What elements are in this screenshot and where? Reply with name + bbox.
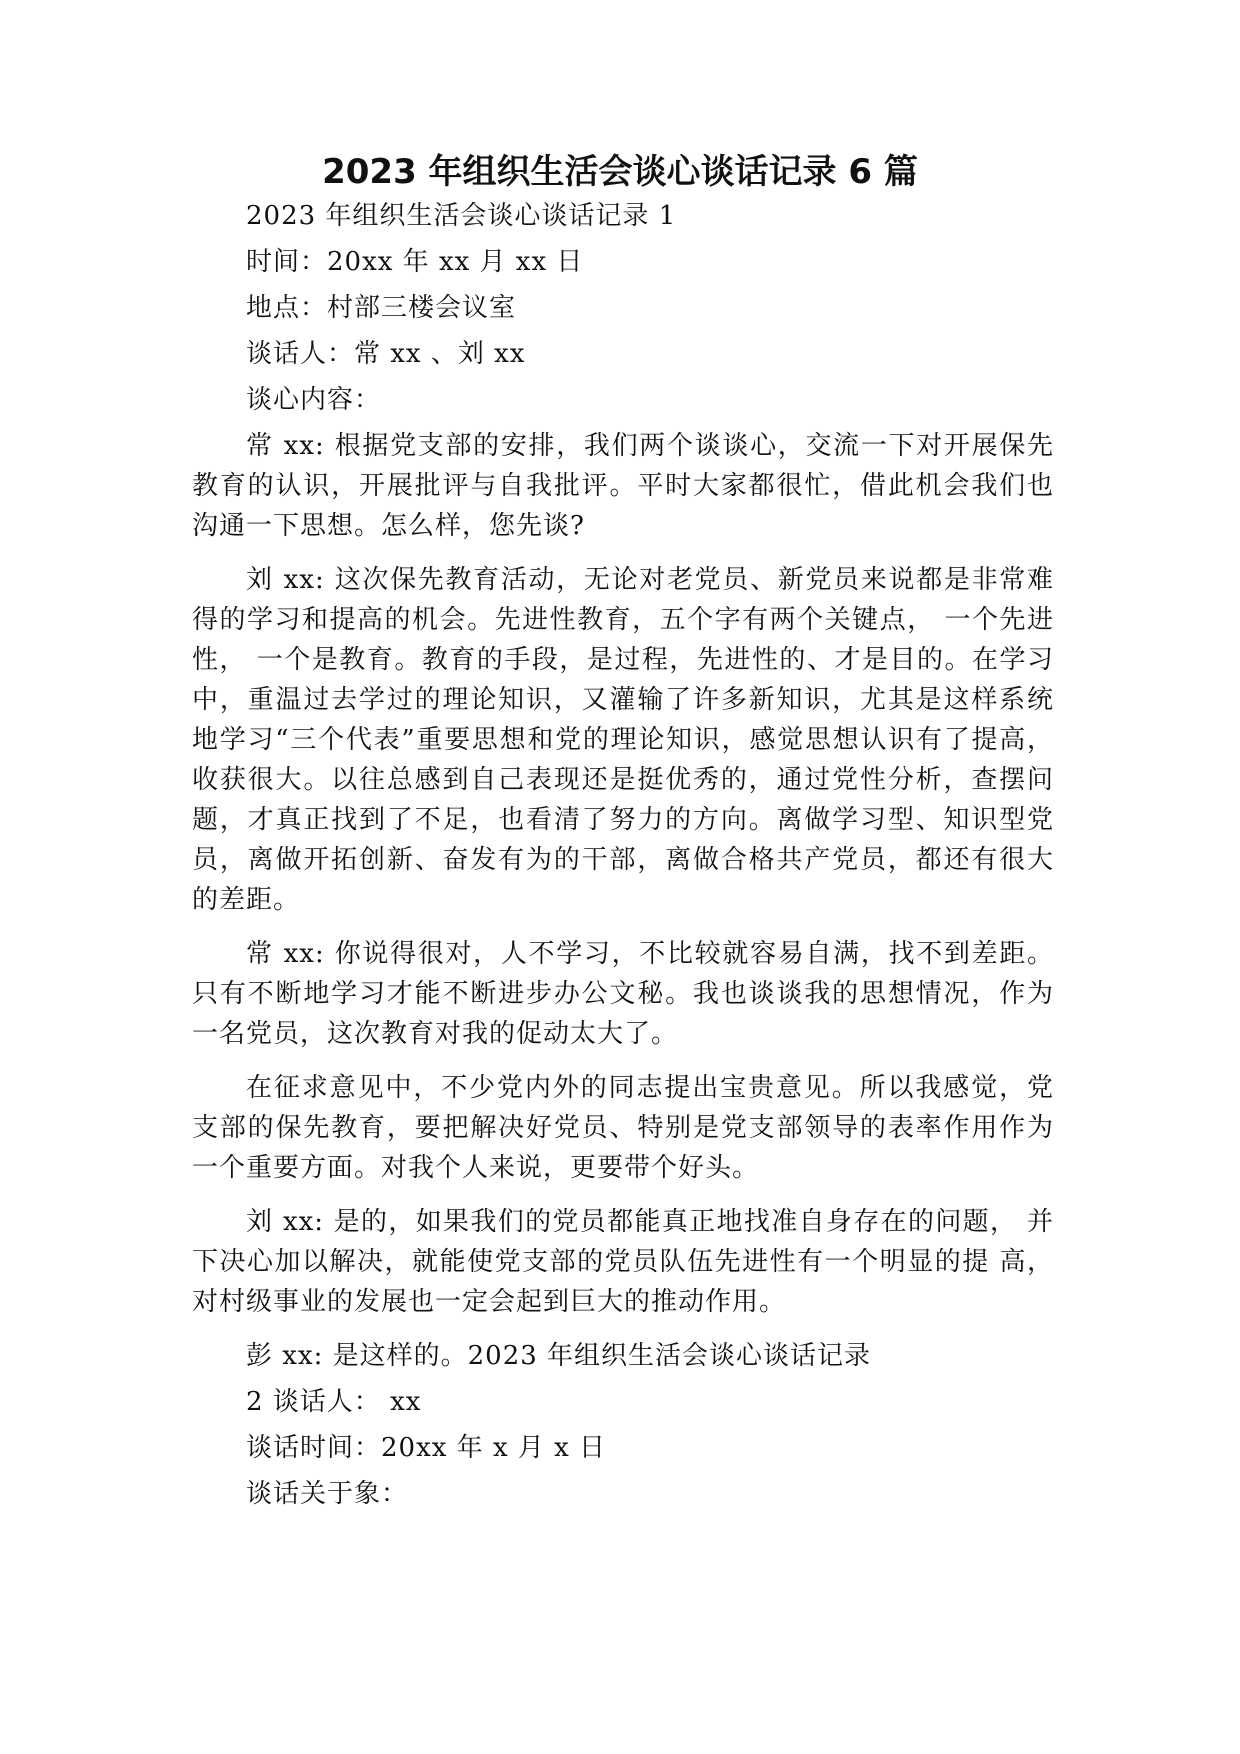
dialogue-paragraph: 常 xx: 你说得很对，人不学习，不比较就容易自满，找不到差距。只有不断地学习才能不断进步办公文秘。我也谈谈我的思想情况，作为一名党员，这次教育对我的促动太大了。	[192, 939, 1054, 1049]
meeting-time: 时间：20xx 年 xx 月 xx 日	[246, 247, 584, 277]
content-label: 谈心内容：	[246, 385, 382, 415]
dialogue-paragraph: 刘 xx: 是的，如果我们的党员都能真正地找准自身存在的问题， 并下决心加以解决，就能使党支部的党员队伍先进性有一个明显的提 高，对村级事业的发展也一定会起到巨大的推动作用。	[192, 1207, 1054, 1317]
dialogue-paragraph: 在征求意见中，不少党内外的同志提出宝贵意见。所以我感觉，党支部的保先教育，要把解决好党员、特别是党支部领导的表率作用作为一个重要方面。对我个人来说，更要带个好头。	[192, 1073, 1054, 1183]
dialogue-paragraph: 常 xx: 根据党支部的安排，我们两个谈谈心，交流一下对开展保先教育的认识，开展批评与自我批评。平时大家都很忙，借此机会我们也沟通一下思想。怎么样，您先谈?	[192, 431, 1054, 541]
meeting-location: 地点：村部三楼会议室	[246, 293, 517, 323]
next-section-time: 谈话时间：20xx 年 x 月 x 日	[246, 1433, 607, 1463]
closing-line: 彭 xx: 是这样的。2023 年组织生活会谈心谈话记录	[246, 1341, 872, 1371]
dialogue-paragraph: 刘 xx: 这次保先教育活动，无论对老党员、新党员来说都是非常难得的学习和提高的机会。先进性教育，五个字有两个关键点， 一个先进性， 一个是教育。教育的手段，是过程，先进性的、才是目的。在学习中，重温过去学过的理论知识，又灌输了许多新知识，尤其是这样系统地学习“三个代表”重要思想和党的理论知识，感觉思想认识有了提高，收获很大。以往总感到自己表现还是挺优秀的，通过党性分析，查摆问题，才真正找到了不足，也看清了努力的方向。离做学习型、知识型党员，离做开拓创新、奋发有为的干部，离做合格共产党员，都还有很大的差距。	[192, 565, 1054, 915]
document-title: 2023 年组织生活会谈心谈话记录 6 篇	[322, 152, 918, 192]
next-section-participant: 2 谈话人： xx	[246, 1387, 422, 1417]
next-section-subject: 谈话关于象：	[246, 1479, 409, 1509]
section-heading: 2023 年组织生活会谈心谈话记录 1	[246, 201, 677, 231]
document-body	[192, 196, 1054, 1520]
participants: 谈话人：常 xx 、刘 xx	[246, 339, 526, 369]
